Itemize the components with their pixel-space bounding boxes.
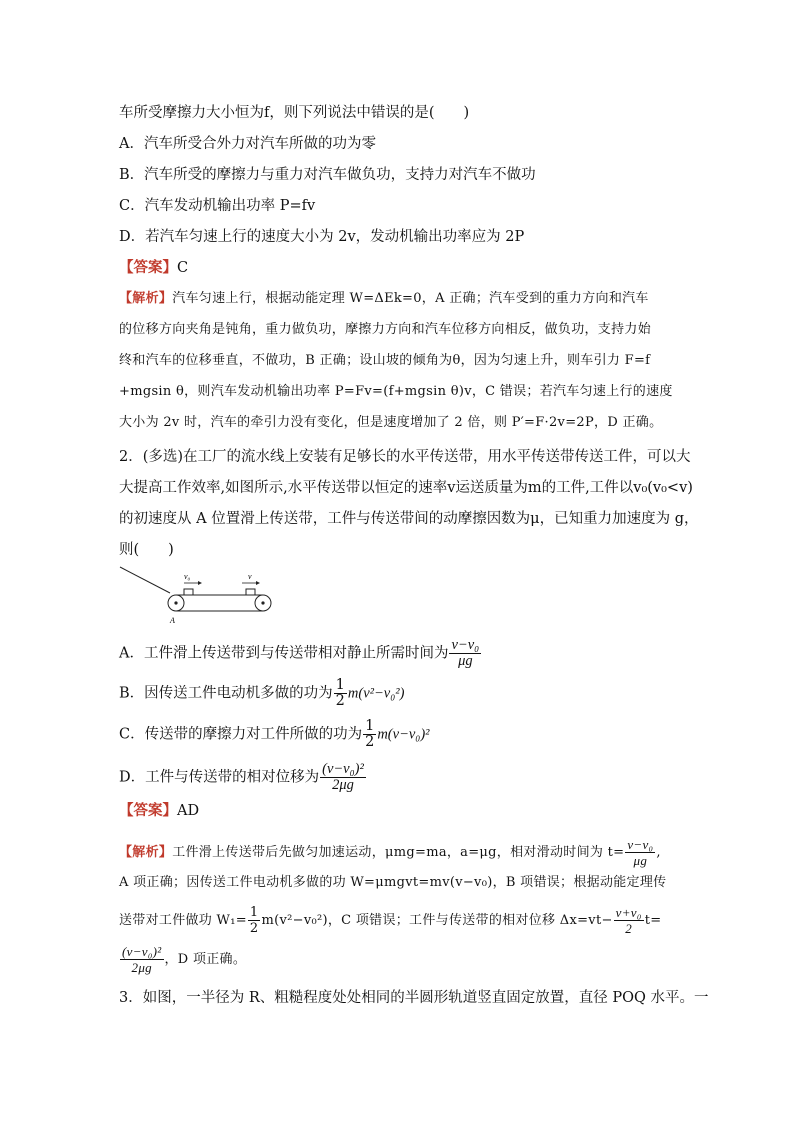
q2-stem-line-4: 则( )	[119, 542, 174, 558]
q2-option-c: C．传送带的摩擦力对工件所做的功为 $\frac{1}{2}$ m(v−v₀)²	[119, 718, 430, 750]
fraction: $\frac{\text{v−v₀}}{\mu g}$	[451, 637, 480, 669]
q1-answer-value: C	[177, 260, 189, 276]
q2-analysis-line-2: A 项正确；因传送工件电动机多做的功 W=μmgvt=mv(v−v₀)，B 项错误；根据动能定理传	[119, 875, 667, 890]
q2-answer	[119, 801, 199, 821]
q2-analysis-line-1: 【解析】工件滑上传送带后先做匀加速运动，μmg=ma，a=μg，相对滑动时间为 t= $\frac{\text{v−v₀}}{\mu g}$ ,	[119, 837, 661, 868]
q2-answer-value: AD	[177, 803, 200, 819]
q3-stem-line-1: 3．如图，一半径为 R、粗糙程度处处相同的半圆形轨道竖直固定放置，直径 POQ 水平。一	[119, 990, 709, 1006]
conveyor-belt-figure	[118, 565, 278, 625]
q2-analysis-line-4: $\frac{\text{(v−v₀)²}}{2\mu g}$ ，D 项正确。	[122, 944, 247, 975]
answer-tag: 【答案】	[119, 259, 177, 276]
q2-option-a: A．工件滑上传送带到与传送带相对静止所需时间为 $\frac{\text{v−v₀}}{\mu g}$	[119, 637, 480, 669]
q1-analysis-line-2: 的位移方向夹角是钝角，重力做负功，摩擦力方向和汽车位移方向相反，做负功，支持力始	[119, 322, 652, 337]
q1-option-b: B．汽车所受的摩擦力与重力对汽车做负功，支持力对汽车不做功	[119, 167, 536, 183]
analysis-tag: 【解析】	[119, 845, 173, 860]
q2-option-d: D．工件与传送带的相对位移为 $\frac{\text{(v−v₀)²}}{2\mu g}$	[119, 761, 364, 793]
q2-option-b: B．因传送工件电动机多做的功为 $\frac{1}{2}$ m(v²−v₀²)	[119, 677, 405, 709]
q1-analysis-line-1: 【解析】汽车匀速上行，根据动能定理 W=ΔEk=0，A 正确；汽车受到的重力方向和汽车	[119, 291, 649, 306]
fraction: $\frac{1}{2}$	[335, 677, 345, 709]
fraction: $\frac{\text{v−v₀}}{\mu g}$	[627, 837, 654, 868]
fraction: $\frac{\text{(v−v₀)²}}{2\mu g}$	[322, 761, 364, 793]
q1-stem-tail: 车所受摩擦力大小恒为f，则下列说法中错误的是( )	[119, 105, 470, 121]
workpiece-2	[246, 589, 255, 595]
q2-stem-line-1: 2．(多选)在工厂的流水线上安装有足够长的水平传送带，用水平传送带传送工件，可以大	[119, 449, 691, 465]
analysis-tag: 【解析】	[119, 291, 173, 306]
label-a: A	[170, 616, 175, 625]
label-v: v	[248, 572, 252, 581]
fraction: $\frac{1}{2}$	[249, 905, 259, 936]
q1-analysis-line-3: 终和汽车的位移垂直，不做功，B 正确；设山坡的倾角为θ，因为匀速上升，则车引力 F=f	[119, 353, 651, 368]
answer-tag: 【答案】	[119, 802, 177, 819]
q2-stem-line-2: 大提高工作效率,如图所示,水平传送带以恒定的速率v运送质量为m的工件,工件以v₀(v₀<v)	[119, 480, 693, 496]
fraction: $\frac{\text{(v−v₀)²}}{2\mu g}$	[122, 944, 162, 975]
fraction: $\frac{1}{2}$	[365, 718, 375, 750]
workpiece-1	[184, 589, 193, 595]
q2-analysis-line-3: 送带对工件做功 W₁= $\frac{1}{2}$ m(v²−v₀²)，C 项错误；工件与传送带的相对位移 Δx=vt− $\frac{\text{v+v₀}}{2}$ t=	[119, 905, 662, 936]
incline-ramp	[120, 567, 170, 593]
q1-option-c: C．汽车发动机输出功率 P=fv	[119, 198, 316, 214]
q1-option-a: A．汽车所受合外力对汽车所做的功为零	[119, 136, 376, 152]
q1-analysis-line-5: 大小为 2v 时，汽车的牵引力没有变化，但是速度增加了 2 倍，则 P′=F·2v=2P，D 正确。	[119, 415, 663, 430]
q1-answer	[119, 258, 188, 278]
q1-analysis-line-4: +mgsin θ，则汽车发动机输出功率 P=Fv=(f+mgsin θ)v，C 错误；若汽车匀速上行的速度	[119, 384, 673, 399]
fraction: $\frac{\text{v+v₀}}{2}$	[615, 905, 642, 936]
q2-stem-line-3: 的初速度从 A 位置滑上传送带，工件与传送带间的动摩擦因数为μ，已知重力加速度为 g，	[119, 511, 699, 527]
q1-option-d: D．若汽车匀速上行的速度大小为 2v，发动机输出功率应为 2P	[119, 229, 525, 245]
label-v0: v₀	[184, 572, 191, 581]
